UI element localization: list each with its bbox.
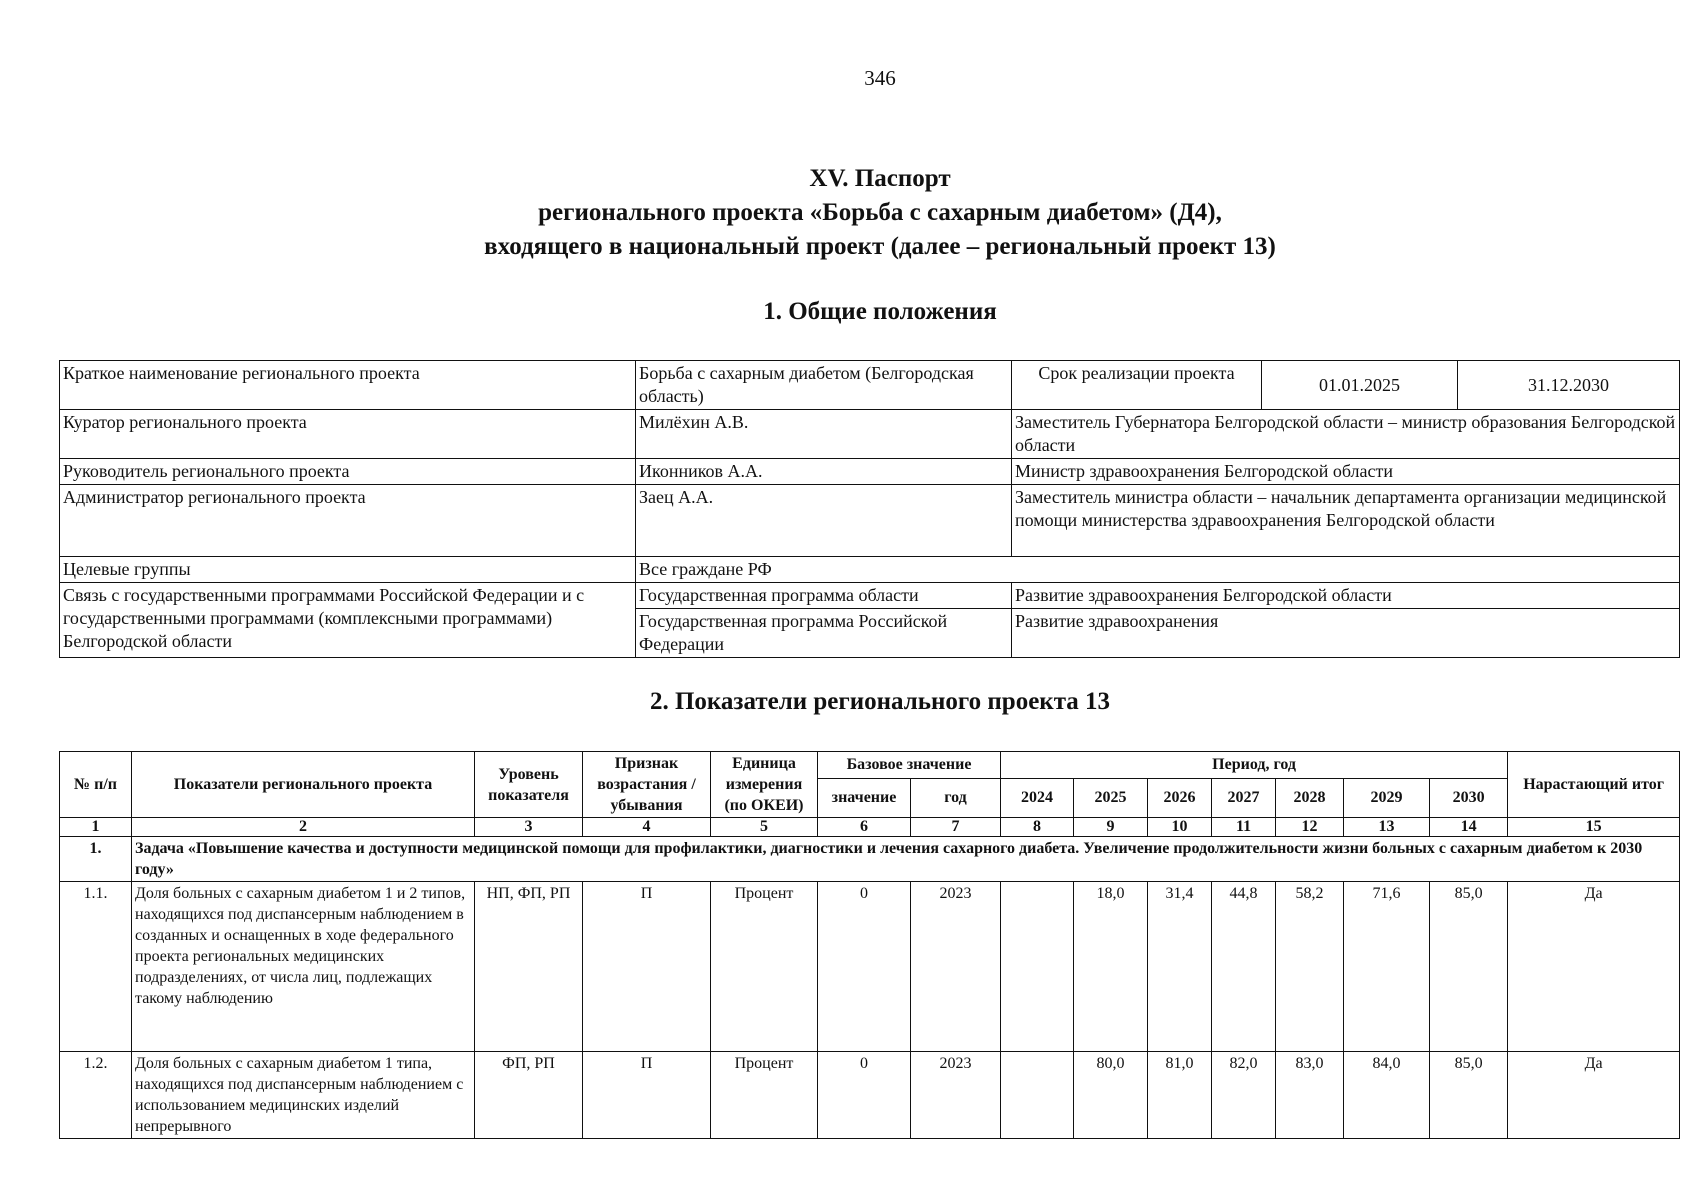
short-name-value: Борьба с сахарным диабетом (Белгородская область) bbox=[636, 361, 1012, 410]
year-value: 81,0 bbox=[1148, 1052, 1212, 1139]
base-year: 2023 bbox=[911, 1052, 1001, 1139]
task-text: Задача «Повышение качества и доступности медицинской помощи для профилактики, диагностики и лечения сахарного диабета. Увеличение продолжительности жизни больных с сахарным диабетом к 2030 году» bbox=[132, 837, 1680, 882]
table-row bbox=[60, 485, 1680, 557]
base-year: 2023 bbox=[911, 882, 1001, 1052]
year-value: 44,8 bbox=[1212, 882, 1276, 1052]
year-value: 83,0 bbox=[1276, 1052, 1344, 1139]
cumulative-flag: Да bbox=[1508, 882, 1680, 1052]
section-heading-indicators: 2. Показатели регионального проекта 13 bbox=[649, 688, 1111, 715]
federal-program-type: Государственная программа Российской Федерации bbox=[636, 609, 1012, 658]
column-number: 15 bbox=[1508, 818, 1680, 837]
short-name-label: Краткое наименование регионального проекта bbox=[60, 361, 636, 410]
year-value: 58,2 bbox=[1276, 882, 1344, 1052]
programs-label: Связь с государственными программами Российской Федерации и с государственными программами (комплексными программами) Белгородской области bbox=[60, 583, 636, 658]
indicator-level: НП, ФП, РП bbox=[475, 882, 583, 1052]
indicator-name: Доля больных с сахарным диабетом 1 и 2 типов, находящихся под диспансерным наблюдением в созданных и оснащенных в ходе федерального проекта региональных медицинских подразделениях, от числа лиц, подлежащих такому наблюдению bbox=[132, 882, 475, 1052]
column-number: 10 bbox=[1148, 818, 1212, 837]
head-name: Иконников А.А. bbox=[636, 459, 1012, 485]
column-number: 13 bbox=[1344, 818, 1430, 837]
task-row bbox=[60, 837, 1680, 882]
title-line-3: входящего в национальный проект (далее – региональный проект 13) bbox=[484, 233, 1276, 260]
header-period: Период, год bbox=[1001, 752, 1508, 779]
cumulative-flag: Да bbox=[1508, 1052, 1680, 1139]
column-number: 2 bbox=[132, 818, 475, 837]
column-number: 4 bbox=[583, 818, 711, 837]
start-date: 01.01.2025 bbox=[1262, 361, 1458, 410]
table-row bbox=[60, 1052, 1680, 1139]
title-line-2: регионального проекта «Борьба с сахарным диабетом» (Д4), bbox=[538, 199, 1222, 226]
column-number-row bbox=[60, 818, 1680, 837]
indicator-unit: Процент bbox=[711, 882, 818, 1052]
column-number: 11 bbox=[1212, 818, 1276, 837]
target-groups-label: Целевые группы bbox=[60, 557, 636, 583]
year-value: 85,0 bbox=[1430, 882, 1508, 1052]
header-year: 2025 bbox=[1074, 778, 1148, 817]
header-year: 2028 bbox=[1276, 778, 1344, 817]
term-label: Срок реализации проекта bbox=[1012, 361, 1262, 410]
row-num: 1.2. bbox=[60, 1052, 132, 1139]
table-row bbox=[60, 459, 1680, 485]
document-title bbox=[0, 162, 1708, 264]
indicator-level: ФП, РП bbox=[475, 1052, 583, 1139]
table-row bbox=[60, 557, 1680, 583]
table-row bbox=[60, 361, 1680, 410]
header-level: Уровень показателя bbox=[475, 752, 583, 818]
column-number: 3 bbox=[475, 818, 583, 837]
end-date: 31.12.2030 bbox=[1458, 361, 1680, 410]
indicator-sign: П bbox=[583, 1052, 711, 1139]
header-unit: Единица измерения (по ОКЕИ) bbox=[711, 752, 818, 818]
header-year: 2024 bbox=[1001, 778, 1074, 817]
curator-name: Милёхин А.В. bbox=[636, 410, 1012, 459]
header-year: 2027 bbox=[1212, 778, 1276, 817]
header-base: Базовое значение bbox=[818, 752, 1001, 779]
column-number: 6 bbox=[818, 818, 911, 837]
year-value: 18,0 bbox=[1074, 882, 1148, 1052]
year-value: 85,0 bbox=[1430, 1052, 1508, 1139]
regional-program-name: Развитие здравоохранения Белгородской области bbox=[1012, 583, 1680, 609]
header-sign: Признак возрастания / убывания bbox=[583, 752, 711, 818]
target-groups-value: Все граждане РФ bbox=[636, 557, 1680, 583]
column-number: 12 bbox=[1276, 818, 1344, 837]
indicator-unit: Процент bbox=[711, 1052, 818, 1139]
admin-label: Администратор регионального проекта bbox=[60, 485, 636, 557]
column-number: 7 bbox=[911, 818, 1001, 837]
header-base-year: год bbox=[911, 778, 1001, 817]
column-number: 14 bbox=[1430, 818, 1508, 837]
year-value: 80,0 bbox=[1074, 1052, 1148, 1139]
year-value bbox=[1001, 1052, 1074, 1139]
federal-program-name: Развитие здравоохранения bbox=[1012, 609, 1680, 658]
year-value: 84,0 bbox=[1344, 1052, 1430, 1139]
header-cumulative: Нарастающий итог bbox=[1508, 752, 1680, 818]
base-value: 0 bbox=[818, 1052, 911, 1139]
header-row bbox=[60, 752, 1680, 779]
column-number: 8 bbox=[1001, 818, 1074, 837]
task-num: 1. bbox=[60, 837, 132, 882]
page-number: 346 bbox=[864, 66, 896, 90]
year-value: 71,6 bbox=[1344, 882, 1430, 1052]
header-year: 2026 bbox=[1148, 778, 1212, 817]
section-heading-general: 1. Общие положения bbox=[763, 298, 997, 325]
indicator-sign: П bbox=[583, 882, 711, 1052]
base-value: 0 bbox=[818, 882, 911, 1052]
row-num: 1.1. bbox=[60, 882, 132, 1052]
header-year: 2029 bbox=[1344, 778, 1430, 817]
admin-name: Заец А.А. bbox=[636, 485, 1012, 557]
header-year: 2030 bbox=[1430, 778, 1508, 817]
regional-program-type: Государственная программа области bbox=[636, 583, 1012, 609]
table-row bbox=[60, 882, 1680, 1052]
indicators-table bbox=[59, 751, 1680, 1139]
admin-position: Заместитель министра области – начальник департамента организации медицинской помощи министерства здравоохранения Белгородской области bbox=[1012, 485, 1680, 557]
header-indicator: Показатели регионального проекта bbox=[132, 752, 475, 818]
table-row bbox=[60, 410, 1680, 459]
head-label: Руководитель регионального проекта bbox=[60, 459, 636, 485]
general-provisions-table bbox=[59, 360, 1680, 658]
column-number: 9 bbox=[1074, 818, 1148, 837]
column-number: 5 bbox=[711, 818, 818, 837]
header-num: № п/п bbox=[60, 752, 132, 818]
column-number: 1 bbox=[60, 818, 132, 837]
year-value: 82,0 bbox=[1212, 1052, 1276, 1139]
indicator-name: Доля больных с сахарным диабетом 1 типа, находящихся под диспансерным наблюдением с использованием медицинских изделий непрерывного bbox=[132, 1052, 475, 1139]
year-value: 31,4 bbox=[1148, 882, 1212, 1052]
title-line-1: XV. Паспорт bbox=[809, 165, 951, 192]
table-row bbox=[60, 583, 1680, 609]
year-value bbox=[1001, 882, 1074, 1052]
curator-position: Заместитель Губернатора Белгородской области – министр образования Белгородской области bbox=[1012, 410, 1680, 459]
header-base-value: значение bbox=[818, 778, 911, 817]
curator-label: Куратор регионального проекта bbox=[60, 410, 636, 459]
head-position: Министр здравоохранения Белгородской области bbox=[1012, 459, 1680, 485]
